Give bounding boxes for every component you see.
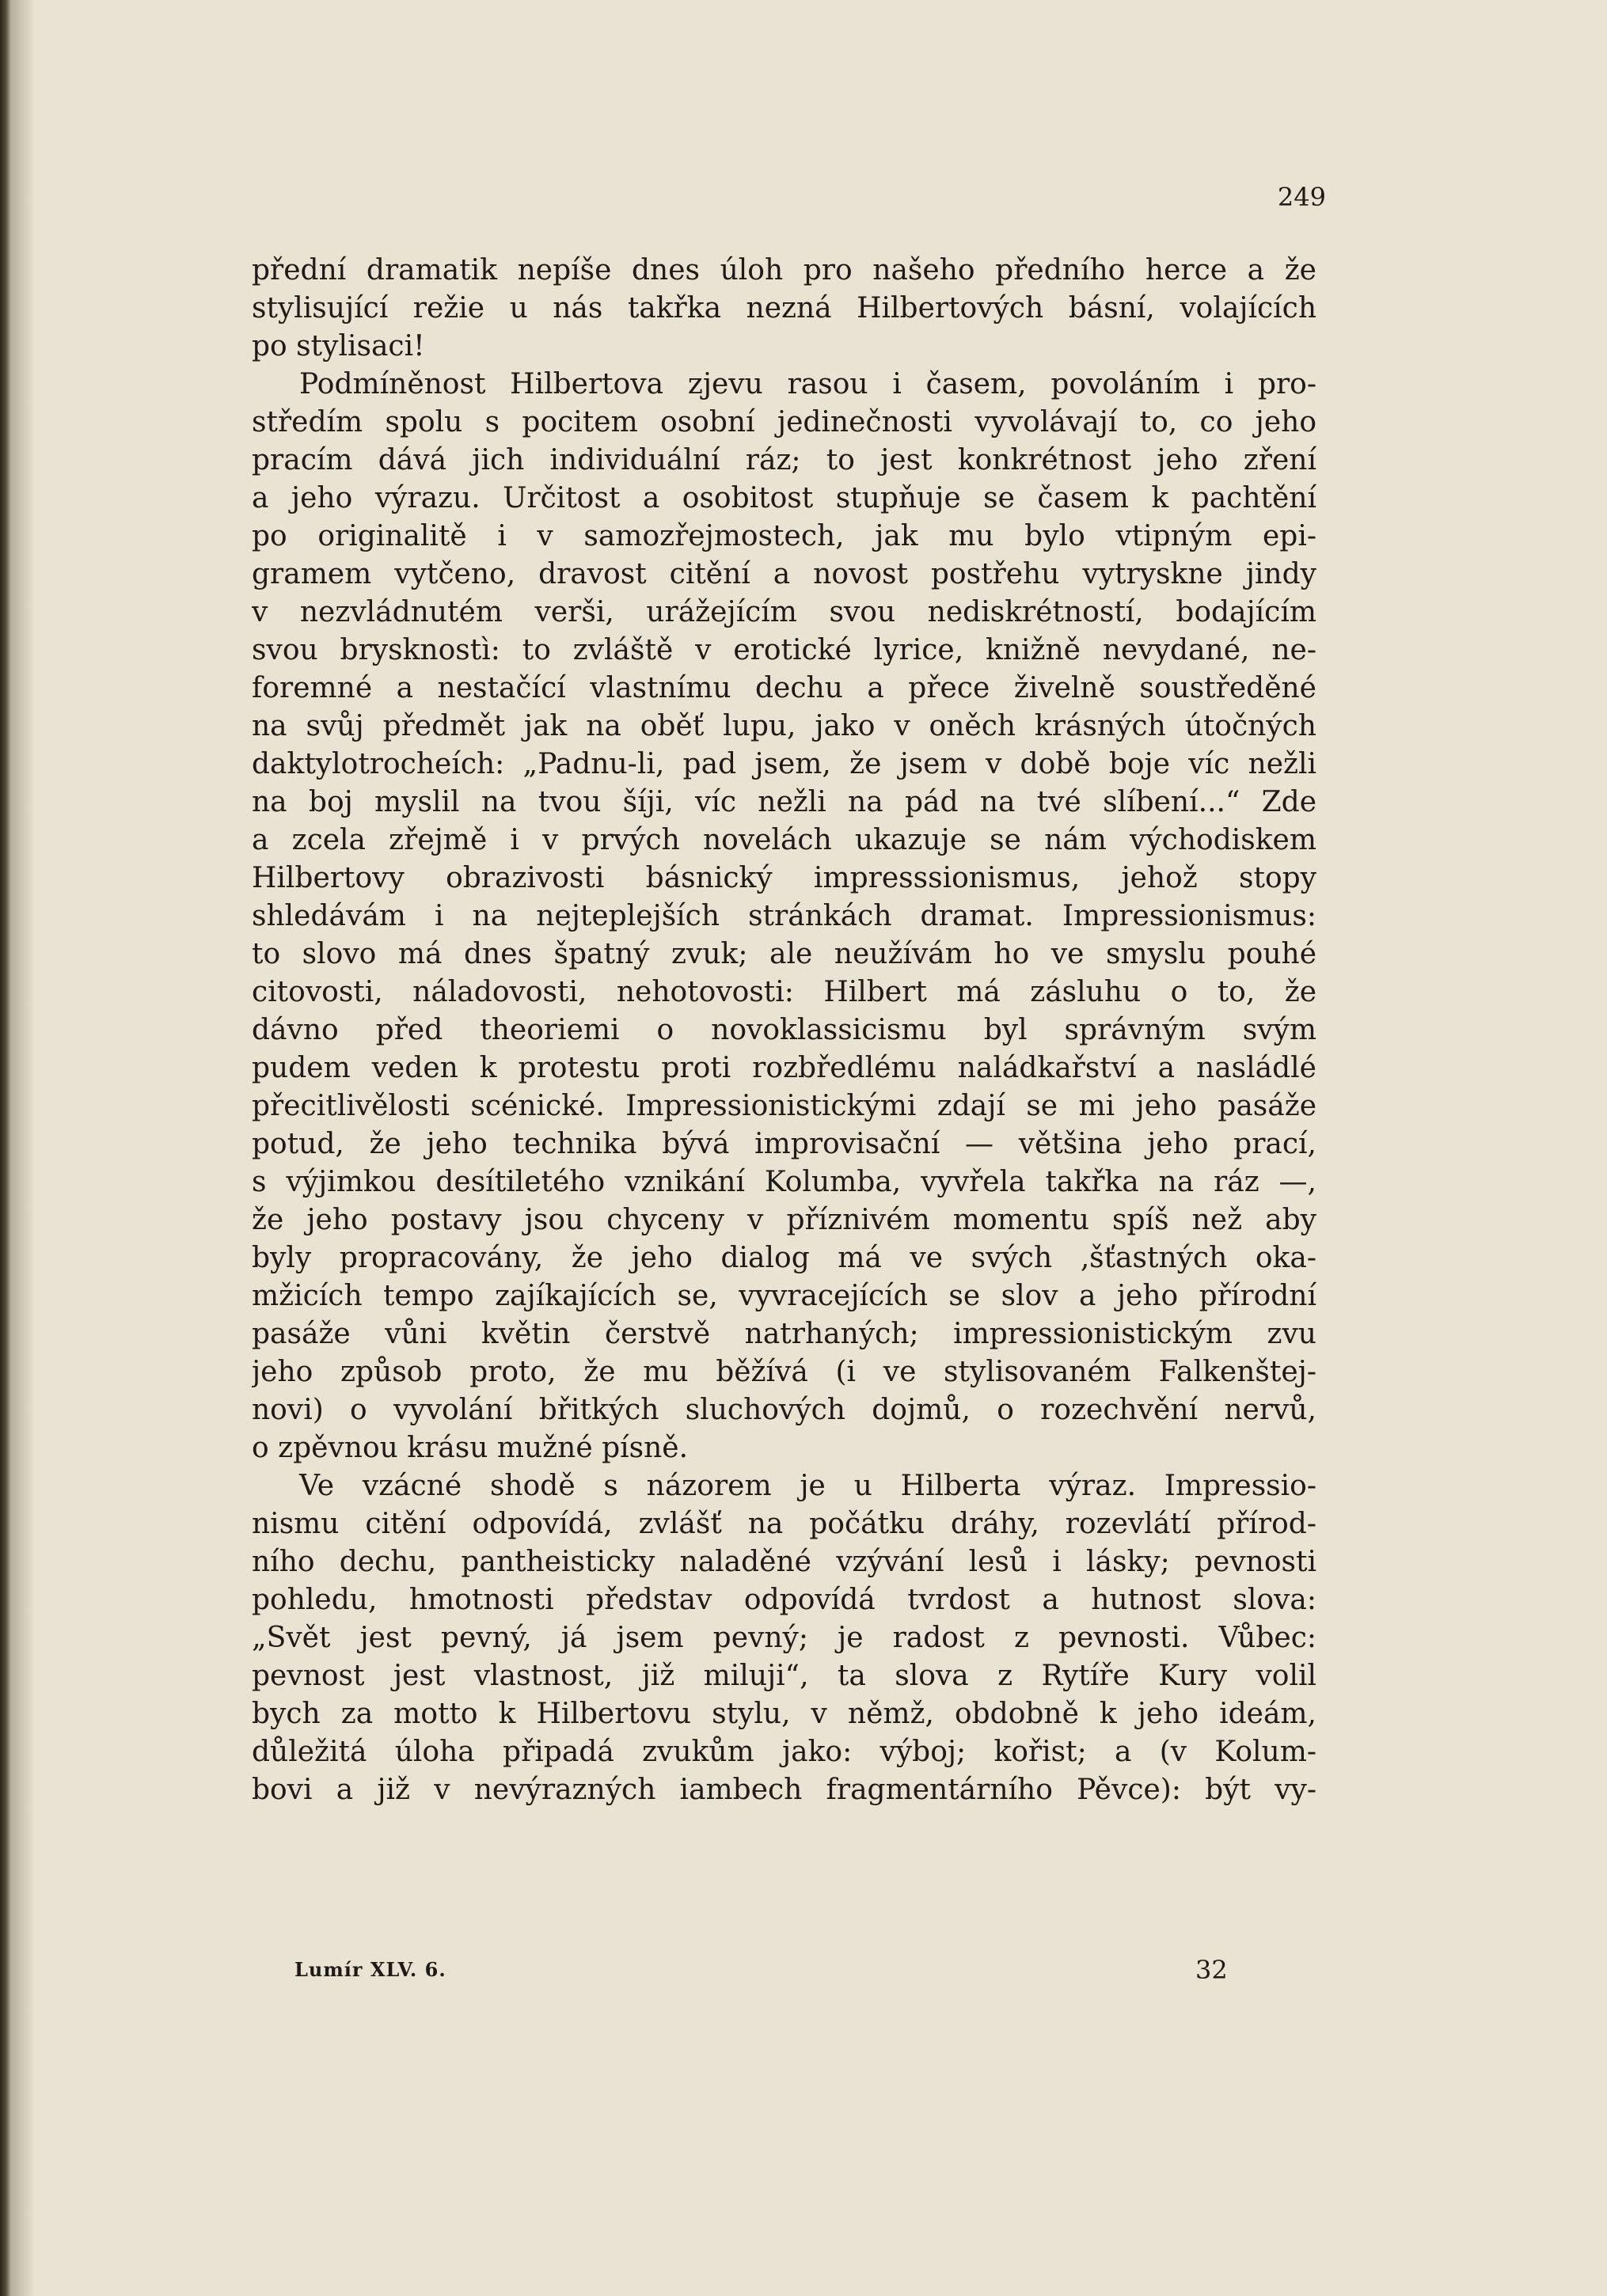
footer-signature: Lumír XLV. 6. [294,1958,446,1981]
text-line: byly propracovány, že jeho dialog má ve svých ‚šťastných oka- [252,1242,1316,1274]
text-line: že jeho postavy jsou chyceny v příznivém momentu spíš než aby [252,1204,1316,1236]
text-line: v nezvládnutém verši, urážejícím svou nediskrétností, bodajícím [252,596,1316,628]
text-line: novi) o vyvolání břitkých sluchových dojmů, o rozechvění nervů, [252,1394,1316,1426]
text-line: „Svět jest pevný, já jsem pevný; je radost z pevnosti. Vůbec: [252,1622,1316,1654]
text-line: ního dechu, pantheisticky naladěné vzývání lesů i lásky; pevnosti [252,1546,1316,1578]
text-line: přecitlivělosti scénické. Impressionistickými zdají se mi jeho pasáže [252,1090,1316,1122]
text-line: daktylotrocheích: „Padnu-li, pad jsem, že jsem v době boje víc nežli [252,748,1316,780]
text-line: po originalitě i v samozřejmostech, jak mu bylo vtipným epi- [252,520,1316,552]
text-line: dávno před theoriemi o novoklassicismu byl správným svým [252,1014,1316,1046]
text-line: na svůj předmět jak na oběť lupu, jako v oněch krásných útočných [252,710,1316,742]
text-line: s výjimkou desítiletého vznikání Kolumba, vyvřela takřka na ráz —, [252,1166,1316,1198]
text-line: shledávám i na nejteplejších stránkách dramat. Impressionismus: [252,900,1316,932]
text-line: Podmíněnost Hilbertova zjevu rasou i časem, povoláním i pro- [299,368,1316,400]
text-line: pracím dává jich individuální ráz; to jest konkrétnost jeho zření [252,444,1316,476]
text-line: jeho způsob proto, že mu běžívá (i ve stylisovaném Falkenštej- [252,1356,1316,1388]
text-line: pudem veden k protestu proti rozbředlému naládkařství a nasládlé [252,1052,1316,1084]
text-line: stylisující režie u nás takřka nezná Hilbertových básní, volajících [252,292,1316,324]
text-line: citovosti, náladovosti, nehotovosti: Hilbert má zásluhu o to, že [252,976,1316,1008]
text-line: pohledu, hmotnosti představ odpovídá tvrdost a hutnost slova: [252,1584,1316,1616]
page-number: 249 [1277,182,1326,212]
text-line: a jeho výrazu. Určitost a osobitost stupňuje se časem k pachtění [252,482,1316,514]
text-line: svou brysknostì: to zvláště v erotické lyrice, knižně nevydané, ne- [252,634,1316,666]
text-line: přední dramatik nepíše dnes úloh pro našeho předního herce a že [252,254,1316,287]
text-line: středím spolu s pocitem osobní jedinečnosti vyvolávají to, co jeho [252,406,1316,438]
text-line: bovi a již v nevýrazných iambech fragmentárního Pěvce): být vy- [252,1774,1316,1806]
text-line: o zpěvnou krásu mužné písně. [252,1432,689,1464]
text-line: mžicích tempo zajíkajících se, vyvracejících se slov a jeho přírodní [252,1280,1316,1312]
text-line: pevnost jest vlastnost, již miluji“, ta slova z Rytíře Kury volil [252,1660,1316,1692]
text-line: potud, že jeho technika bývá improvisační — většina jeho prací, [252,1128,1316,1160]
text-line: nismu citění odpovídá, zvlášť na počátku dráhy, rozevlátí přírod- [252,1508,1316,1540]
text-line: to slovo má dnes špatný zvuk; ale neužívám ho ve smyslu pouhé [252,938,1316,970]
text-line: Hilbertovy obrazivosti básnický impresssionismus, jehož stopy [252,862,1316,894]
footer-sheet-number: 32 [1195,1955,1228,1985]
text-line: na boj myslil na tvou šíji, víc nežli na pád na tvé slíbení...“ Zde [252,786,1316,818]
text-line: gramem vytčeno, dravost citění a novost postřehu vytryskne jindy [252,558,1316,590]
text-line: pasáže vůni květin čerstvě natrhaných; impressionistickým zvu [252,1318,1316,1350]
body-text [252,252,1316,1809]
book-spine-edge [0,0,11,2296]
text-line: a zcela zřejmě i v prvých novelách ukazuje se nám východiskem [252,824,1316,856]
text-line: po stylisaci! [252,330,425,362]
text-line: Ve vzácné shodě s názorem je u Hilberta výraz. Impressio- [299,1470,1316,1502]
text-line: bych za motto k Hilbertovu stylu, v němž, obdobně k jeho ideám, [252,1698,1316,1730]
text-line: foremné a nestačící vlastnímu dechu a přece živelně soustředěné [252,672,1316,704]
text-line: důležitá úloha připadá zvukům jako: výboj; kořist; a (v Kolum- [252,1736,1316,1768]
spine-shadow [11,0,35,2296]
